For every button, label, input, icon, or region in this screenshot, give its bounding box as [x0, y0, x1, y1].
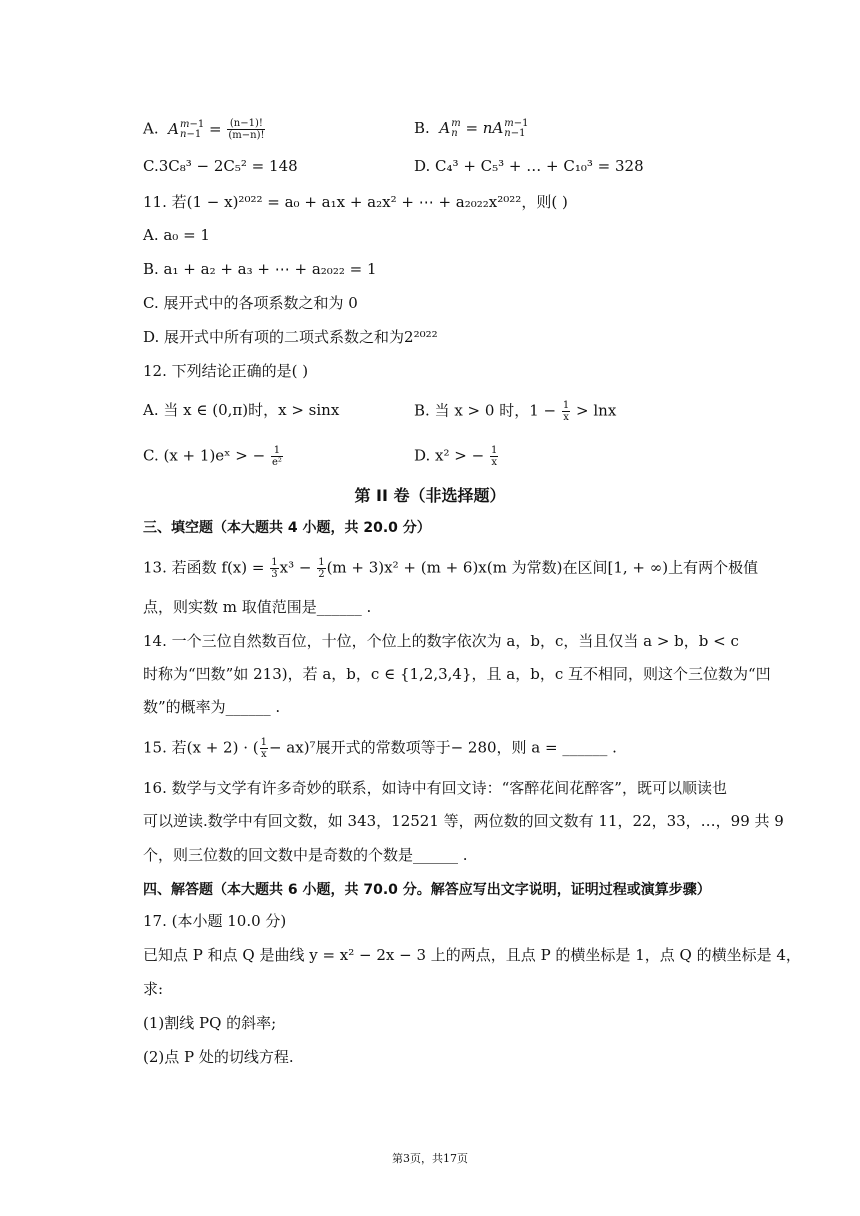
q13-line1 [143, 557, 758, 580]
q12-option-d-pre: D. x² > − [414, 446, 485, 465]
q11-option-d: D. 展开式中所有项的二项式系数之和为2²⁰²² [143, 328, 438, 346]
page-footer: 第3页，共17页 [392, 1152, 468, 1165]
section4-title: 四、解答题（本大题共 6 小题，共 70.0 分。解答应写出文字说明，证明过程或演算步骤） [143, 882, 711, 898]
q12-d-fraction: $\frac{1}{x}$ [490, 445, 498, 468]
q12-stem: 12. 下列结论正确的是( ) [143, 362, 309, 380]
q15-post: − ax)⁷展开式的常数项等于− 280，则 a = ______ . [268, 738, 617, 757]
q13-line2: 点，则实数 m 取值范围是______ . [143, 598, 372, 616]
q15-line [143, 737, 617, 760]
q12-option-c [143, 445, 284, 468]
q17-head: 17. (本小题 10.0 分) [143, 912, 287, 930]
q10-option-b-label: B. [414, 119, 430, 137]
q14-line2: 时称为“凹数”如 213)，若 a，b，c ∈ {1,2,3,4}，且 a，b，c 互不相同，则这个三位数为“凹 [143, 665, 771, 683]
part2-title: 第 II 卷（非选择题） [354, 486, 506, 505]
q13-line1-pre: 13. 若函数 f(x) = [143, 558, 265, 577]
q12-c-fraction: $\frac{1}{\text{e²}}$ [271, 445, 282, 468]
q12-option-d [414, 445, 499, 468]
section3-title: 三、填空题（本大题共 4 小题，共 20.0 分） [143, 520, 431, 536]
q11-option-b: B. a₁ + a₂ + a₃ + ⋯ + a₂₀₂₂ = 1 [143, 260, 377, 278]
q12-option-c-pre: C. (x + 1)eˣ > − [143, 446, 266, 465]
q16-line1: 16. 数学与文学有许多奇妙的联系，如诗中有回文诗：“客醉花间花醉客”，既可以顺读也 [143, 779, 727, 797]
q17-part1: (1)割线 PQ 的斜率; [143, 1014, 277, 1032]
q11-option-c: C. 展开式中的各项系数之和为 0 [143, 294, 358, 312]
q14-line3: 数”的概率为______ . [143, 698, 281, 716]
q14-line1: 14. 一个三位自然数百位，十位，个位上的数字依次为 a，b，c，当且仅当 a > b，b < c [143, 632, 739, 650]
q10-option-b [414, 118, 529, 139]
q13-line1-mid: x³ − [279, 558, 312, 577]
q10-option-b-formula: A m n = nA m−1 n−1 [439, 118, 529, 139]
q10-option-d-label: D. [414, 157, 431, 175]
q13-line1-post: (m + 3)x² + (m + 6)x(m 为常数)在区间[1, + ∞)上有两个极值 [326, 558, 759, 577]
q12-option-b [414, 400, 616, 423]
q11-option-a: A. a₀ = 1 [143, 226, 210, 244]
q10-option-d [414, 156, 644, 176]
q10-option-d-formula: C₄³ + C₅³ + … + C₁₀³ = 328 [435, 157, 644, 175]
q10-option-c [143, 156, 298, 176]
q10-option-a-formula: A m−1 n−1 = $\frac{(n-1)!}{(m-n)!}$ [168, 118, 265, 141]
q10-option-a [143, 118, 266, 141]
q12-b-fraction: $\frac{1}{x}$ [562, 400, 570, 423]
q10-option-a-label: A. [143, 119, 159, 138]
q13-fraction-1-3: $\frac{1}{3}$ [271, 557, 278, 580]
q10-option-c-formula: 3C₈³ − 2C₅² = 148 [158, 157, 298, 175]
q10-a-fraction: $\frac{(n-1)!}{(m-n)!}$ [228, 118, 265, 141]
q16-line2: 可以逆读.数学中有回文数，如 343，12521 等，两位数的回文数有 11，22，33，…，99 共 9 [143, 812, 784, 830]
q13-fraction-1-2: $\frac{1}{2}$ [318, 557, 325, 580]
q11-stem: 11. 若(1 − x)²⁰²² = a₀ + a₁x + a₂x² + ⋯ + a₂₀₂₂x²⁰²²，则( ) [143, 193, 568, 211]
q10-option-c-label: C. [143, 157, 159, 175]
q17-part2: (2)点 P 处的切线方程. [143, 1048, 294, 1066]
q12-option-b-pre: B. 当 x > 0 时，1 − [414, 401, 557, 420]
q15-fraction: $\frac{1}{x}$ [260, 737, 267, 760]
q12-option-a: A. 当 x ∈ (0,π)时，x > sinx [143, 401, 340, 419]
q17-line1: 已知点 P 和点 Q 是曲线 y = x² − 2x − 3 上的两点，且点 P 的横坐标是 1，点 Q 的横坐标是 4， [143, 946, 801, 964]
q15-pre: 15. 若(x + 2) · ( [143, 738, 259, 757]
q16-line3: 个，则三位数的回文数中是奇数的个数是______ . [143, 846, 468, 864]
q12-option-b-post: > lnx [576, 401, 617, 420]
q17-line2: 求: [143, 980, 164, 998]
